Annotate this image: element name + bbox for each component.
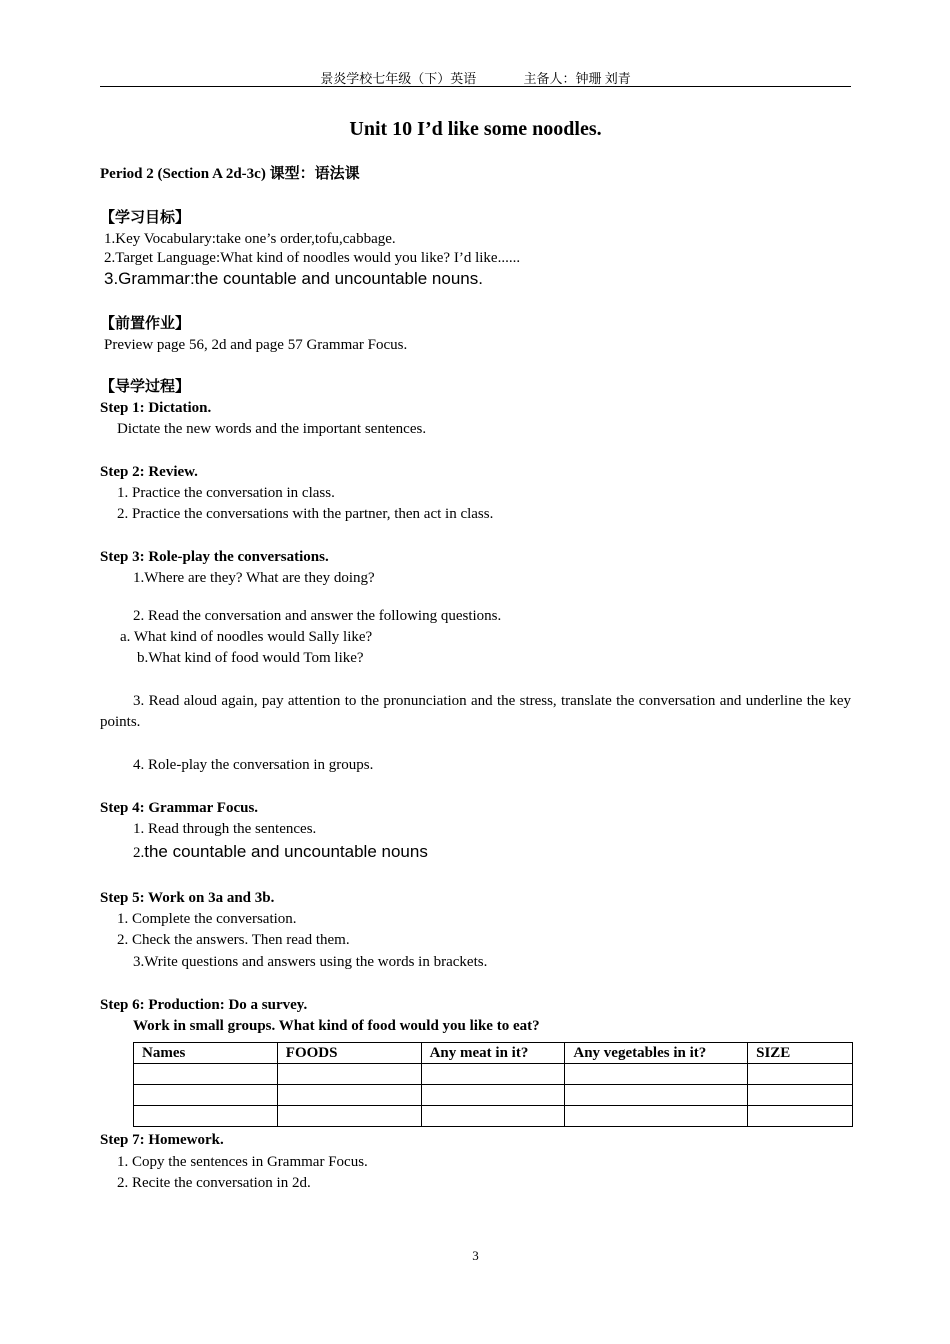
step3-q2a: a. What kind of noodles would Sally like? xyxy=(120,629,373,645)
step2-line: 1. Practice the conversation in class. xyxy=(117,485,335,501)
table-header-cell: Names xyxy=(134,1043,278,1064)
header-preparer: 主备人：钟珊 刘青 xyxy=(523,71,631,86)
step1-title: Step 1: Dictation. xyxy=(100,400,212,416)
table-cell[interactable] xyxy=(748,1064,853,1085)
table-cell[interactable] xyxy=(565,1106,748,1127)
page-number: 3 xyxy=(472,1248,479,1263)
table-row xyxy=(134,1064,853,1085)
step7-line: 2. Recite the conversation in 2d. xyxy=(117,1175,311,1191)
header-school: 景炎学校七年级（下）英语 xyxy=(320,71,477,86)
step5-line: 3.Write questions and answers using the words in brackets. xyxy=(133,954,488,970)
step4-line2-num: 2. xyxy=(133,845,145,861)
step2-line: 2. Practice the conversations with the partner, then act in class. xyxy=(117,506,494,522)
prework-heading: 【前置作业】 xyxy=(100,316,191,332)
table-row xyxy=(134,1085,853,1106)
objective-item: 3.Grammar:the countable and uncountable nouns. xyxy=(104,269,483,288)
table-cell[interactable] xyxy=(277,1106,421,1127)
table-cell[interactable] xyxy=(565,1085,748,1106)
step1-line: Dictate the new words and the important sentences. xyxy=(117,421,427,437)
step4-line2-text: the countable and uncountable nouns xyxy=(144,842,428,861)
page-title: Unit 10 I’d like some noodles. xyxy=(349,118,602,140)
table-header-cell: Any meat in it? xyxy=(421,1043,565,1064)
table-cell[interactable] xyxy=(421,1085,565,1106)
table-header-cell: SIZE xyxy=(748,1043,853,1064)
step4-line1: 1. Read through the sentences. xyxy=(133,821,317,837)
step7-title: Step 7: Homework. xyxy=(100,1132,224,1148)
table-header-cell: FOODS xyxy=(277,1043,421,1064)
table-cell[interactable] xyxy=(748,1106,853,1127)
table-cell[interactable] xyxy=(748,1085,853,1106)
survey-table xyxy=(133,1042,853,1127)
step3-q4: 4. Role-play the conversation in groups. xyxy=(133,757,374,773)
step3-q1: 1.Where are they? What are they doing? xyxy=(133,570,375,586)
table-cell[interactable] xyxy=(134,1064,278,1085)
page-header xyxy=(100,68,851,87)
step4-line2 xyxy=(133,841,428,864)
table-cell[interactable] xyxy=(421,1064,565,1085)
step6-instruction: Work in small groups. What kind of food would you like to eat? xyxy=(133,1018,540,1034)
step5-line: 2. Check the answers. Then read them. xyxy=(117,932,350,948)
objective-item: 1.Key Vocabulary:take one’s order,tofu,cabbage. xyxy=(104,231,396,247)
step3-title: Step 3: Role-play the conversations. xyxy=(100,549,329,565)
prework-text: Preview page 56, 2d and page 57 Grammar Focus. xyxy=(104,337,408,353)
table-cell[interactable] xyxy=(565,1064,748,1085)
table-row xyxy=(134,1106,853,1127)
table-cell[interactable] xyxy=(277,1085,421,1106)
step7-line: 1. Copy the sentences in Grammar Focus. xyxy=(117,1154,368,1170)
table-cell[interactable] xyxy=(134,1085,278,1106)
table-cell[interactable] xyxy=(421,1106,565,1127)
step2-title: Step 2: Review. xyxy=(100,464,198,480)
table-cell[interactable] xyxy=(277,1064,421,1085)
header-rule xyxy=(100,86,851,87)
step3-q2b: b.What kind of food would Tom like? xyxy=(137,650,364,666)
period-line: Period 2 (Section A 2d-3c) 课型：语法课 xyxy=(100,166,360,182)
process-heading: 【导学过程】 xyxy=(100,379,191,395)
objectives-heading: 【学习目标】 xyxy=(100,210,191,226)
table-header-row xyxy=(134,1043,853,1064)
table-header-cell: Any vegetables in it? xyxy=(565,1043,748,1064)
step3-q3: 3. Read aloud again, pay attention to the pronunciation and the stress, translate the conversation and underline the key points. xyxy=(100,693,851,730)
step5-title: Step 5: Work on 3a and 3b. xyxy=(100,890,275,906)
step3-q2: 2. Read the conversation and answer the following questions. xyxy=(133,608,502,624)
step6-title: Step 6: Production: Do a survey. xyxy=(100,997,308,1013)
objective-item: 2.Target Language:What kind of noodles would you like? I’d like...... xyxy=(104,250,521,266)
table-cell[interactable] xyxy=(134,1106,278,1127)
step5-line: 1. Complete the conversation. xyxy=(117,911,297,927)
step4-title: Step 4: Grammar Focus. xyxy=(100,800,259,816)
